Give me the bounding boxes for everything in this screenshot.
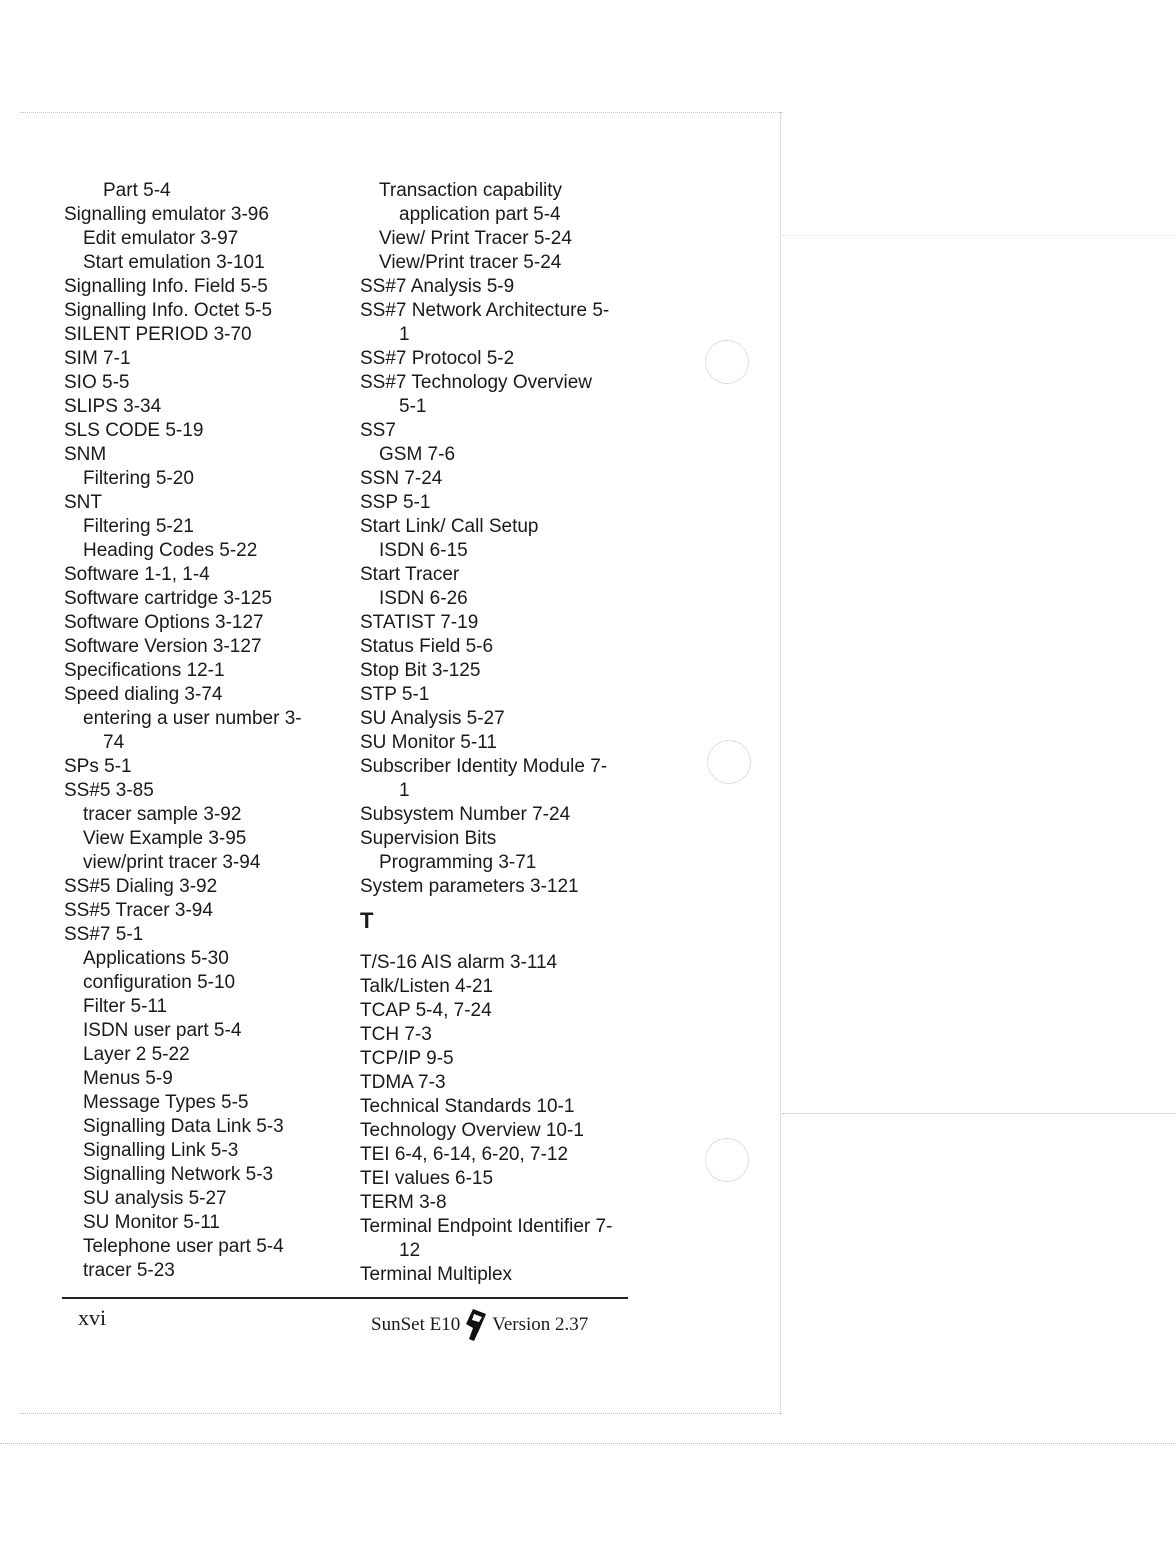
index-entry: SS#5 3-85 — [64, 780, 154, 801]
index-entry: SIO 5-5 — [64, 372, 130, 393]
index-entry: Start Link/ Call Setup — [360, 516, 539, 537]
index-subentry: GSM 7-6 — [379, 444, 456, 465]
index-entry: Technical Standards 10-1 — [360, 1096, 575, 1117]
index-subentry: Applications 5-30 — [83, 948, 229, 969]
index-entry: SSN 7-24 — [360, 468, 443, 489]
trim-line-bottom — [20, 1413, 782, 1414]
index-entry: Stop Bit 3-125 — [360, 660, 481, 681]
index-entry: SS#7 5-1 — [64, 924, 144, 945]
index-subentry: ISDN 6-26 — [379, 588, 468, 609]
punch-hole — [705, 1138, 749, 1182]
index-entry: STATIST 7-19 — [360, 612, 479, 633]
index-entry: SU Monitor 5-11 — [360, 732, 497, 753]
index-subentry: 12 — [399, 1240, 421, 1261]
index-subentry: Telephone user part 5-4 — [83, 1236, 284, 1257]
footer-rule — [62, 1297, 628, 1299]
index-entry: Software cartridge 3-125 — [64, 588, 273, 609]
index-subentry: View/ Print Tracer 5-24 — [379, 228, 572, 249]
index-entry: SSP 5-1 — [360, 492, 431, 513]
index-entry: SPs 5-1 — [64, 756, 132, 777]
index-section-t — [360, 951, 640, 1287]
index-entry: Software Options 3-127 — [64, 612, 264, 633]
index-subentry: tracer 5-23 — [83, 1260, 175, 1281]
index-subentry: Filter 5-11 — [83, 996, 168, 1017]
fold-line-right-top — [782, 235, 1176, 236]
trim-line-right — [780, 112, 781, 1414]
index-entry: SS#7 Technology Overview — [360, 372, 592, 393]
index-entry: STP 5-1 — [360, 684, 430, 705]
index-entry: TCH 7-3 — [360, 1024, 432, 1045]
index-subentry: Message Types 5-5 — [83, 1092, 249, 1113]
handset-logo-icon — [464, 1308, 488, 1342]
index-column-left — [64, 179, 354, 1283]
index-entry: TEI values 6-15 — [360, 1168, 494, 1189]
index-entry: SIM 7-1 — [64, 348, 131, 369]
index-entry: SNM — [64, 444, 107, 465]
index-entry: Terminal Multiplex — [360, 1264, 513, 1285]
index-entry: SS#7 Analysis 5-9 — [360, 276, 515, 297]
index-subentry: tracer sample 3-92 — [83, 804, 242, 825]
index-entry: Signalling Info. Field 5-5 — [64, 276, 268, 297]
index-subentry: Programming 3-71 — [379, 852, 537, 873]
index-subentry: Start emulation 3-101 — [83, 252, 265, 273]
index-entry: SS#5 Dialing 3-92 — [64, 876, 218, 897]
punch-hole — [707, 740, 751, 784]
index-entry: System parameters 3-121 — [360, 876, 579, 897]
index-subentry: Menus 5-9 — [83, 1068, 173, 1089]
index-subentry: SU Monitor 5-11 — [83, 1212, 220, 1233]
index-entry: TCAP 5-4, 7-24 — [360, 1000, 492, 1021]
index-entry: T/S-16 AIS alarm 3-114 — [360, 952, 558, 973]
index-subentry: ISDN user part 5-4 — [83, 1020, 242, 1041]
index-entry: Talk/Listen 4-21 — [360, 976, 494, 997]
index-entry: Subsystem Number 7-24 — [360, 804, 571, 825]
index-column-right — [360, 179, 640, 1287]
index-entry: Software Version 3-127 — [64, 636, 262, 657]
product-name: SunSet E10 — [371, 1314, 461, 1335]
index-subentry: View/Print tracer 5-24 — [379, 252, 562, 273]
index-entry: SLIPS 3-34 — [64, 396, 162, 417]
index-subentry: 74 — [103, 732, 125, 753]
index-entry: Supervision Bits — [360, 828, 497, 849]
running-footer — [371, 1308, 588, 1342]
index-subentry: Heading Codes 5-22 — [83, 540, 258, 561]
index-entry: SU Analysis 5-27 — [360, 708, 505, 729]
index-entry: TERM 3-8 — [360, 1192, 447, 1213]
index-subentry: entering a user number 3- — [83, 708, 302, 729]
index-entry: Terminal Endpoint Identifier 7- — [360, 1216, 613, 1237]
index-entry: Signalling Info. Octet 5-5 — [64, 300, 273, 321]
index-entry: Signalling emulator 3-96 — [64, 204, 269, 225]
index-entry: TEI 6-4, 6-14, 6-20, 7-12 — [360, 1144, 569, 1165]
index-subentry: Filtering 5-21 — [83, 516, 194, 537]
index-subentry: Layer 2 5-22 — [83, 1044, 190, 1065]
index-subentry: ISDN 6-15 — [379, 540, 468, 561]
index-subentry: application part 5-4 — [399, 204, 561, 225]
index-subentry: 1 — [399, 324, 410, 345]
index-entry: SS#7 Protocol 5-2 — [360, 348, 515, 369]
index-entry: Start Tracer — [360, 564, 460, 585]
index-section-s — [360, 179, 640, 899]
index-entry: SLS CODE 5-19 — [64, 420, 204, 441]
fold-line-bottom — [0, 1443, 1176, 1444]
index-entry: SS7 — [360, 420, 396, 441]
index-subentry: Transaction capability — [379, 180, 563, 201]
index-subentry: Edit emulator 3-97 — [83, 228, 239, 249]
index-entry: SNT — [64, 492, 102, 513]
index-subentry: Signalling Network 5-3 — [83, 1164, 274, 1185]
index-subentry: view/print tracer 3-94 — [83, 852, 261, 873]
index-subentry: Part 5-4 — [103, 180, 171, 201]
index-entry: Specifications 12-1 — [64, 660, 225, 681]
index-subentry: configuration 5-10 — [83, 972, 236, 993]
index-subentry: 5-1 — [399, 396, 427, 417]
page-number: xvi — [78, 1305, 107, 1330]
index-subentry: 1 — [399, 780, 410, 801]
index-entry: SILENT PERIOD 3-70 — [64, 324, 252, 345]
trim-line-top — [20, 112, 782, 113]
punch-hole — [705, 340, 749, 384]
index-entry: SS#7 Network Architecture 5- — [360, 300, 610, 321]
index-entry: Software 1-1, 1-4 — [64, 564, 210, 585]
product-version: Version 2.37 — [492, 1314, 589, 1335]
index-entry: Technology Overview 10-1 — [360, 1120, 584, 1141]
index-entry: Subscriber Identity Module 7- — [360, 756, 608, 777]
index-subentry: Filtering 5-20 — [83, 468, 194, 489]
index-subentry: Signalling Link 5-3 — [83, 1140, 239, 1161]
section-letter-heading: T — [360, 908, 374, 933]
index-subentry: View Example 3-95 — [83, 828, 247, 849]
fold-line-right-middle — [782, 1113, 1176, 1114]
index-entry: SS#5 Tracer 3-94 — [64, 900, 213, 921]
index-entry: TCP/IP 9-5 — [360, 1048, 454, 1069]
index-entry: Status Field 5-6 — [360, 636, 494, 657]
index-subentry: SU analysis 5-27 — [83, 1188, 227, 1209]
index-entry: Speed dialing 3-74 — [64, 684, 223, 705]
index-entry: TDMA 7-3 — [360, 1072, 446, 1093]
index-subentry: Signalling Data Link 5-3 — [83, 1116, 284, 1137]
